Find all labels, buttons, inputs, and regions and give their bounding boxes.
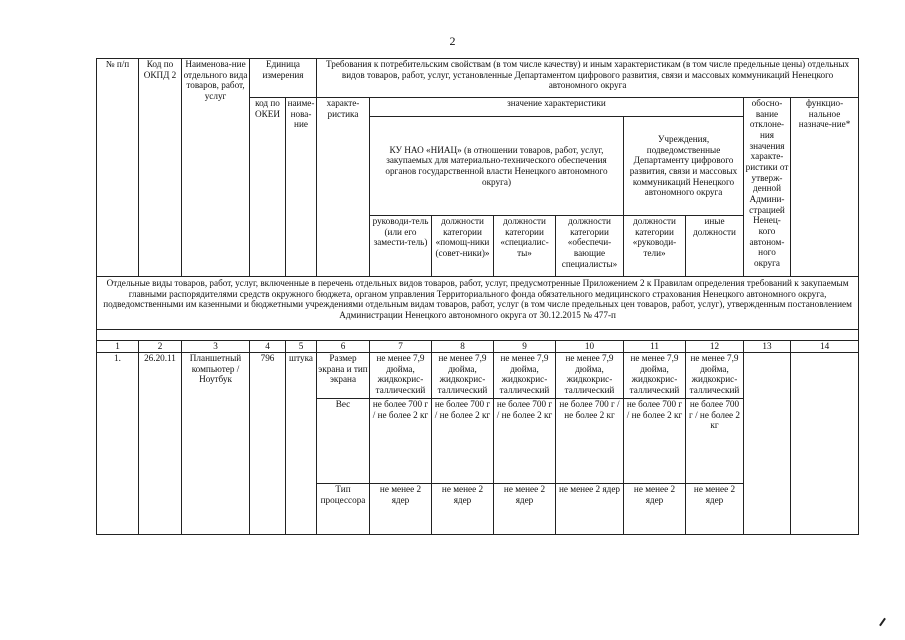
header-requirements: Требования к потребительским свойствам (в том числе качеству) и иным характеристикам (в том числе предельные цены) отдельных видов товаров, работ, услуг, установленные Департаментом цифрового развития, связи и массовых коммуникаций Ненецкого автономного округа (317, 59, 859, 98)
header-position-1: руководи-тель (или его замести-тель) (370, 216, 432, 277)
char-value: не менее 7,9 дюйма, жидкокрис-таллический (686, 353, 744, 399)
row-functional (791, 353, 859, 535)
char-value: не менее 2 ядер (370, 484, 432, 535)
requirements-table (96, 58, 859, 535)
header-value: значение характеристики (370, 98, 744, 117)
char-value: не менее 7,9 дюйма, жидкокрис-таллический (370, 353, 432, 399)
header-position-6: иные должности (686, 216, 744, 277)
row-num: 1. (97, 353, 139, 535)
header-num: № п/п (97, 59, 139, 277)
header-unit: Единица измерения (250, 59, 317, 98)
char-value: не более 700 г / не более 2 кг (370, 399, 432, 484)
char-value: не более 700 г / не более 2 кг (624, 399, 686, 484)
header-position-4: должности категории «обеспечи-вающие специалисты» (556, 216, 624, 277)
char-name: Вес (317, 399, 370, 484)
char-value: не более 700 г / не более 2 кг (686, 399, 744, 484)
section-description: Отдельные виды товаров, работ, услуг, включенные в перечень отдельных видов товаров, работ, услуг, предусмотренные Приложением 2 к Правилам определения требований к закупаемым главными распорядителями средств окружного бюджета, органом управления Территориального фонда обязательного медицинского страхования Ненецкого автономного округа, подведомственными им казенными и бюджетными учреждениями отдельным видам товаров, работ, услуг (в том числе предельных цен товаров, работ, услуг), утвержденным постановлением Администрации Ненецкого автономного округа от 30.12.2015 № 477-п (97, 277, 859, 330)
column-number: 7 (370, 341, 432, 353)
header-justification: обосно-вание отклоне-ния значения характе-ристики от утверж-денной Админи-страцией Ненец-кого автоном-ного округа (744, 98, 791, 277)
column-number: 10 (556, 341, 624, 353)
row-okei: 796 (250, 353, 286, 535)
header-unit-code: код по ОКЕИ (250, 98, 286, 277)
row-name: Планшетный компьютер / Ноутбук (182, 353, 250, 535)
char-value: не менее 7,9 дюйма, жидкокрис-таллический (494, 353, 556, 399)
column-number: 5 (286, 341, 317, 353)
column-number: 11 (624, 341, 686, 353)
column-number: 8 (432, 341, 494, 353)
header-unit-name: наиме-нова-ние (286, 98, 317, 277)
header-group-institutions: Учреждения, подведомственные Департаменту цифрового развития, связи и массовых коммуникаций Ненецкого автономного округа (624, 117, 744, 216)
header-okpd: Код по ОКПД 2 (139, 59, 182, 277)
page-number: 2 (449, 34, 456, 48)
header-position-2: должности категории «помощ-ники (совет-ники)» (432, 216, 494, 277)
char-value: не более 700 г / не более 2 кг (494, 399, 556, 484)
column-number: 13 (744, 341, 791, 353)
char-value: не более 700 г / не более 2 кг (432, 399, 494, 484)
header-name: Наименова-ние отдельного вида товаров, работ, услуг (182, 59, 250, 277)
table-row (97, 353, 859, 399)
column-number: 14 (791, 341, 859, 353)
char-value: не менее 7,9 дюйма, жидкокрис-таллический (624, 353, 686, 399)
char-name: Тип процессора (317, 484, 370, 535)
char-value: не менее 7,9 дюйма, жидкокрис-таллический (556, 353, 624, 399)
header-group-niac: КУ НАО «НИАЦ» (в отношении товаров, работ, услуг, закупаемых для материально-технического обеспечения органов государственной власти Ненецкого автономного округа) (370, 117, 624, 216)
char-value: не менее 2 ядер (432, 484, 494, 535)
column-number: 9 (494, 341, 556, 353)
column-number: 4 (250, 341, 286, 353)
column-number: 3 (182, 341, 250, 353)
spacer-row (97, 330, 859, 341)
char-value: не менее 2 ядер (494, 484, 556, 535)
header-characteristic: характе-ристика (317, 98, 370, 277)
char-value: не менее 2 ядер (556, 484, 624, 535)
header-position-3: должности категории «специалис-ты» (494, 216, 556, 277)
column-number: 2 (139, 341, 182, 353)
column-number: 12 (686, 341, 744, 353)
header-position-5: должности категории «руководи-тели» (624, 216, 686, 277)
char-name: Размер экрана и тип экрана (317, 353, 370, 399)
header-functional: функцио-нальное назначе-ние* (791, 98, 859, 277)
row-unit: штука (286, 353, 317, 535)
char-value: не менее 7,9 дюйма, жидкокрис-таллический (432, 353, 494, 399)
pen-mark (879, 618, 886, 627)
row-okpd: 26.20.11 (139, 353, 182, 535)
column-number: 6 (317, 341, 370, 353)
column-number: 1 (97, 341, 139, 353)
char-value: не менее 2 ядер (624, 484, 686, 535)
row-justification (744, 353, 791, 535)
char-value: не менее 2 ядер (686, 484, 744, 535)
char-value: не более 700 г / не более 2 кг (556, 399, 624, 484)
